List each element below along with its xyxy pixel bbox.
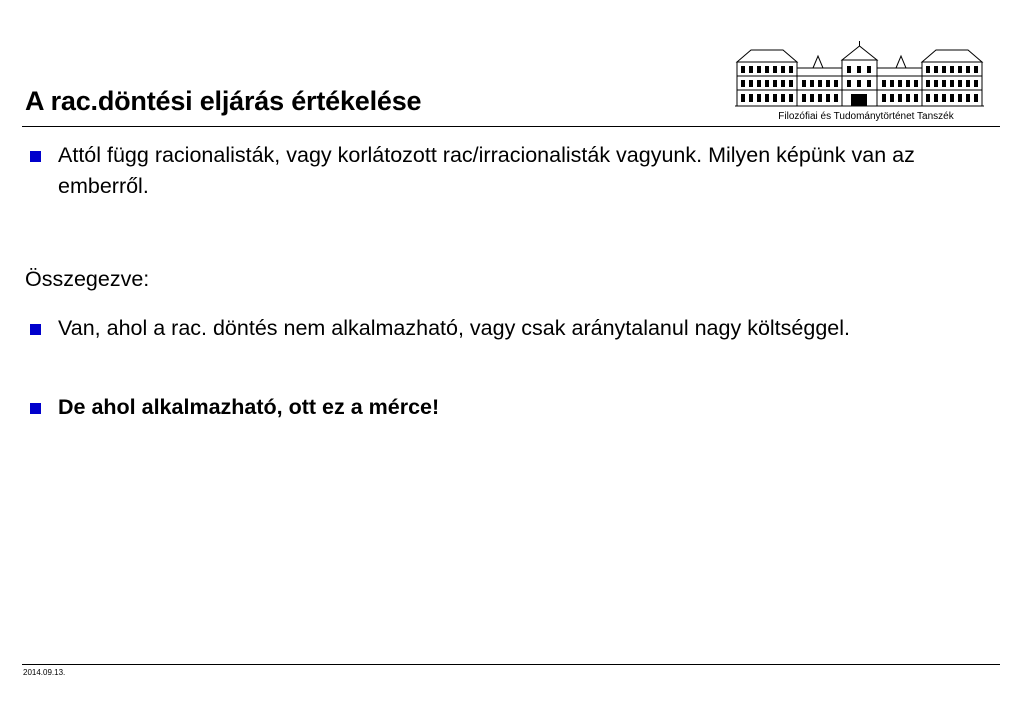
footer-divider: [22, 664, 1000, 665]
bullet-item: [25, 313, 1008, 344]
university-building-icon: [733, 40, 986, 108]
bullet-text: De ahol alkalmazható, ott ez a mérce!: [58, 395, 440, 419]
slide-title: A rac.döntési eljárás értékelése: [25, 86, 422, 116]
square-bullet-icon: [30, 324, 41, 335]
footer-date: 2014.09.13.: [23, 668, 66, 677]
bullet-item: [25, 140, 1008, 202]
square-bullet-icon: [30, 403, 41, 414]
bullet-item: [25, 392, 1008, 423]
bullet-text: Van, ahol a rac. döntés nem alkalmazható, vagy csak aránytalanul nagy költséggel.: [58, 316, 850, 340]
summary-heading: Összegezve:: [25, 267, 150, 291]
department-name: Filozófiai és Tudománytörténet Tanszék: [778, 111, 954, 122]
bullet-text: Attól függ racionalisták, vagy korlátozott rac/irracionalisták vagyunk. Milyen képünk van az emberről.: [58, 143, 915, 198]
square-bullet-icon: [30, 151, 41, 162]
title-divider: [22, 126, 1000, 127]
